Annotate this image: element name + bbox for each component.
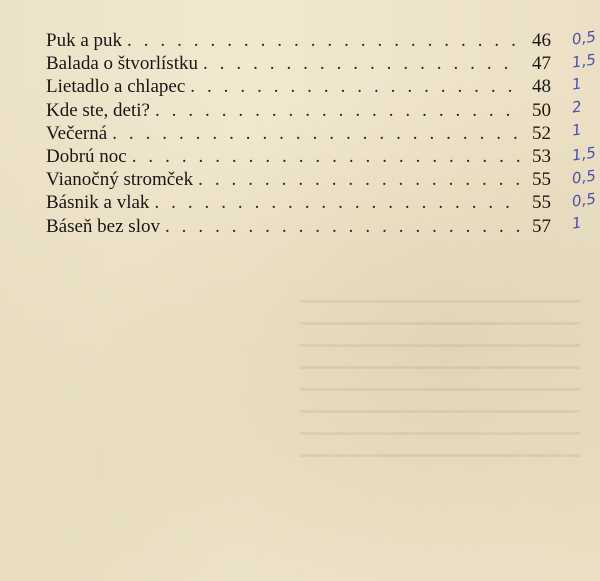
dot-leader [155,99,521,122]
toc-entry [46,215,551,238]
dot-leader [190,75,521,98]
entry-page-number: 55 [532,169,551,191]
entry-title: Puk a puk [46,30,122,51]
handwritten-note: 0,5 [570,189,597,211]
entry-title: Kde ste, deti? [46,99,150,121]
handwritten-note: 0,5 [570,27,597,49]
toc-entry [46,191,551,214]
entry-title: Dobrú noc [46,145,127,167]
toc-entry [46,145,551,168]
handwritten-note: 1 [570,120,583,140]
handwritten-note: 1,5 [570,50,597,72]
dot-leader [127,29,521,52]
toc-entry [46,29,551,52]
handwritten-note: 1,5 [570,143,597,165]
dot-leader [165,215,521,238]
entry-page-number: 48 [532,76,551,98]
handwritten-note: 1 [570,74,583,94]
entry-page-number: 52 [532,122,551,144]
dot-leader [154,191,521,214]
entry-title: Vianočný stromček [46,169,194,191]
entry-title: Večerná [46,122,108,144]
table-of-contents [46,29,551,238]
toc-entry [46,99,551,122]
entry-page-number: 55 [532,192,551,214]
handwritten-note: 2 [570,97,583,117]
entry-title: Balada o štvorlístku [46,53,198,75]
dot-leader [198,168,521,191]
toc-entry [46,122,551,145]
handwritten-note: 0,5 [570,166,597,188]
dot-leader [203,52,521,75]
toc-entry [46,52,551,75]
entry-page-number: 53 [532,145,551,167]
entry-page-number: 47 [532,53,551,75]
entry-page-number: 46 [532,30,551,51]
toc-entry [46,75,551,98]
entry-page-number: 50 [532,99,551,121]
handwritten-note: 1 [570,213,583,233]
toc-entry [46,168,551,191]
show-through-texture [300,300,580,500]
entry-title: Lietadlo a chlapec [46,76,186,98]
entry-title: Báseň bez slov [46,215,160,237]
dot-leader [112,122,521,145]
dot-leader [132,145,521,168]
entry-page-number: 57 [532,215,551,237]
entry-title: Básnik a vlak [46,192,150,214]
